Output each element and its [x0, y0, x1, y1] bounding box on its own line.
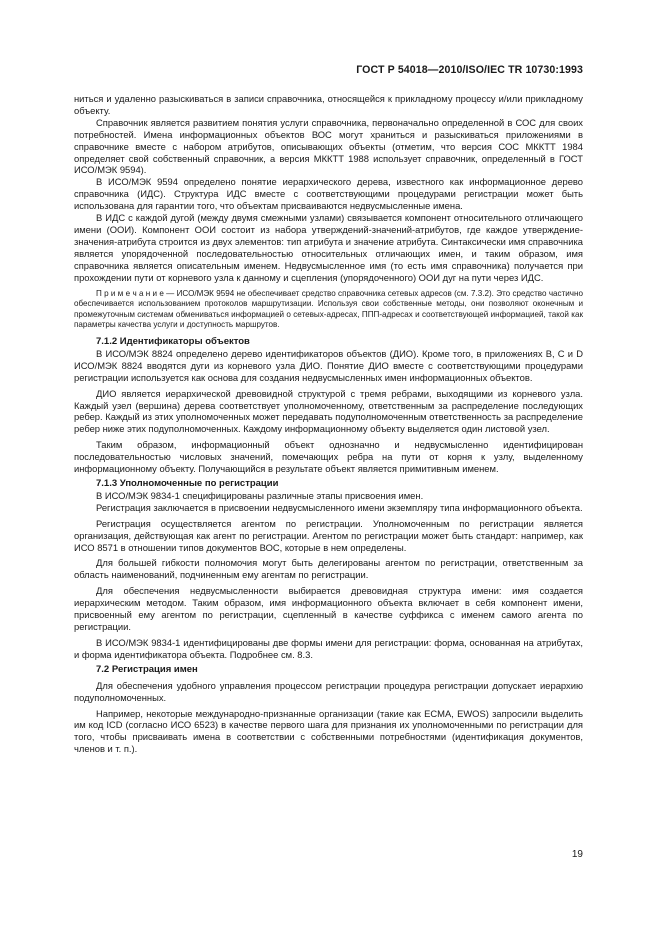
paragraph: В ИСО/МЭК 8824 определено дерево идентификаторов объектов (ДИО). Кроме того, в приложениях B, C и D ИСО/МЭК 8824 вводятся дуги из корневого узла ДИО. Понятие ДИО вместе с соответствующими процедурами регистрации используется как основа для создания недвусмысленных имен информационных объектов. — [74, 347, 583, 383]
paragraph: Для большей гибкости полномочия могут быть делегированы агентом по регистрации, ответственным за область наименований, подчиненным ему агентам по регистрации. — [74, 557, 583, 581]
paragraph: В ИСО/МЭК 9594 определено понятие иерархического дерева, известного как информационное дерево справочника (ИДС). Структура ИДС вместе с соответствующими процедурами регистрации может быть использована для гарантии того, что объектам присваиваются недвусмысленные имена. — [74, 176, 583, 212]
paragraph: ДИО является иерархической древовидной структурой с тремя ребрами, выходящими из корневого узла. Каждый узел (вершина) дерева соответствует уполномоченному, ответственным за распределение последующих ребер. Каждый из этих уполномоченных может передавать подуполномоченным ответственность за распределение ребер ниже этих подуполномоченных. Каждому информационному объекту выделяется один листовой узел. — [74, 387, 583, 435]
paragraph: Таким образом, информационный объект однозначно и недвусмысленно идентифицирован последовательностью числовых значений, помечающих ребра на пути от корня к узлу, выделенному информационному объекту. Получающийся в результате объект является примитивным именем. — [74, 439, 583, 475]
paragraph: ниться и удаленно разыскиваться в записи справочника, относящейся к прикладному процессу и/или прикладному объекту. — [74, 93, 583, 116]
paragraph: Для обеспечения недвусмысленности выбирается древовидная структура имени: имя создается иерархическим методом. Таким образом, имя информационного объекта включает в себя компонент имени, присвоенный ему агентом по регистрации, сцепленный в качестве суффикса с именем самого агента по регистрации. — [74, 585, 583, 632]
section-heading-7-1-3: 7.1.3 Уполномоченные по регистрации — [96, 477, 279, 489]
note-text: ИСО/МЭК 9594 не обеспечивает средство справочника сетевых адресов (см. 7.3.2). Это средство частично обеспечивается использованием протоколов маршрутизации. Используя свои собственные методы, они позволяют оконечным и промежуточным системам обмениваться информацией о сетевых-адресах, ППП-адресах и соответствующей информацией, такой как параметры качества услуги и доступность маршрутов. — [74, 288, 584, 330]
paragraph: Например, некоторые международно-признанные организации (такие как ECMA, EWOS) запросили выделить им код ICD (согласно ИСО 6523) в качестве первого шага для признания их уполномоченными по регистрации для того, чтобы присваивать имена в соответствии с собственными потребностями (идентификация документов, членов и т. п.). — [74, 707, 583, 755]
page-number: 19 — [571, 849, 583, 860]
section-heading-7-1-2: 7.1.2 Идентификаторы объектов — [96, 335, 250, 347]
section-heading-7-2: 7.2 Регистрация имен — [96, 663, 198, 675]
paragraph: В ИСО/МЭК 9834-1 специфицированы различные этапы присвоения имен. — [96, 489, 424, 501]
paragraph: Для обеспечения удобного управления процессом регистрации процедура регистрации допускает иерархию подуполномоченных. — [74, 679, 583, 703]
paragraph: В ИСО/МЭК 9834-1 идентифицированы две формы имени для регистрации: форма, основанная на атрибутах, и форма идентификатора объекта. Подробнее см. 8.3. — [74, 636, 583, 660]
paragraph: Справочник является развитием понятия услуги справочника, первоначально определенной в СОС для своих потребностей. Имена информационных объектов ВОС могут храниться и разыскиваться приложениями в справочнике вместе с набором атрибутов, описывающих объекты (отметим, что версия СОС МККТТ 1984 определяет свой собственный справочник, а версия МККТТ 1988 использует справочник, определенный в ГОСТ ИСО/МЭК 9594). — [74, 116, 583, 176]
paragraph: Регистрация осуществляется агентом по регистрации. Уполномоченным по регистрации является организация, действующая как агент по регистрации. Агентом по регистрации может быть стандарт: например, как ИСО 8571 в отношении типов документов ВОС, которые в нем определены. — [74, 517, 583, 553]
document-body — [74, 93, 583, 755]
paragraph: Регистрация заключается в присвоении недвусмысленного имени экземпляру типа информационного объекта. — [96, 501, 583, 513]
note-label: П р и м е ч а н и е — — [96, 288, 175, 298]
note — [74, 289, 583, 331]
document-header: ГОСТ Р 54018—2010/ISO/IEC TR 10730:1993 — [356, 64, 583, 76]
paragraph: В ИДС с каждой дугой (между двумя смежными узлами) связывается компонент относительного отличающего имени (ООИ). Компонент ООИ состоит из набора утверждений-значений-атрибутов, где каждое утверждение-значения-атрибута строится из двух элементов: тип атрибута и значение атрибута. Синтаксически имя справочника является упорядоченной последовательностью относительных отличающих имен, и таким образом, имя справочника является описательным именем. Недвусмысленное имя (то есть имя справочника) получается при прохождении пути от корневого узла к данному и сцепления (упорядоченного) ООИ дуг на пути через ИДС. — [74, 212, 583, 283]
